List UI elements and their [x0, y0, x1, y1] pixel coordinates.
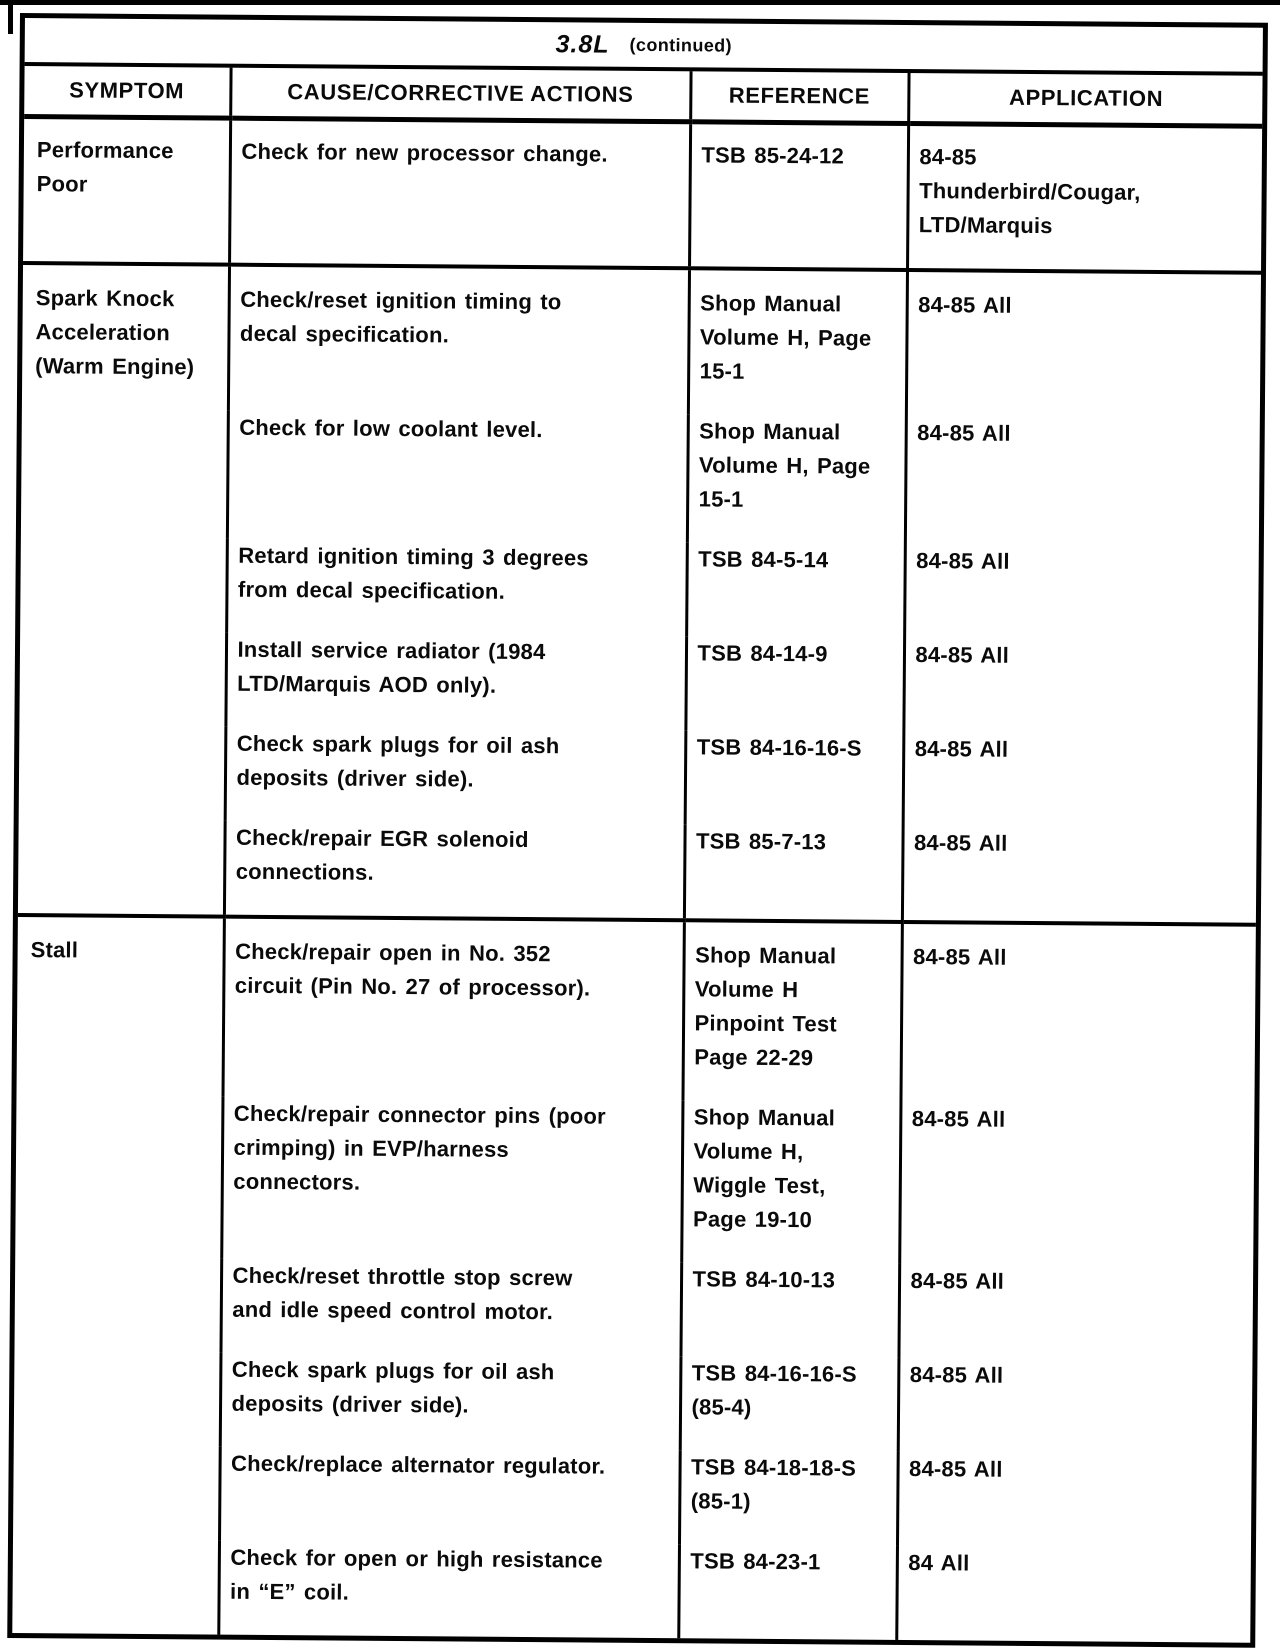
application-cell: 84-85 All: [900, 922, 1255, 1105]
reference-cell: TSB 84-16-16-S: [685, 730, 904, 826]
table-row: [23, 117, 1262, 273]
application-cell: 84 All: [908, 1550, 970, 1576]
scan-corner-artifact: [8, 0, 13, 34]
cause-cell: Check/reset ignition timing to decal specification.: [228, 265, 689, 415]
column-header-symptom: SYMPTOM: [24, 66, 230, 118]
symptom-cell: Spark Knock Acceleration (Warm Engine): [18, 263, 229, 917]
document-sheet: [7, 13, 1268, 1648]
application-cell: 84-85 All: [909, 1362, 1004, 1388]
column-header-application: APPLICATION: [908, 73, 1262, 126]
cause-cell: Check for open or high resistance in “E” coil.: [218, 1541, 679, 1639]
application-cell: 84-85 All: [911, 1106, 1006, 1132]
reference-cell: TSB 84-14-9: [685, 636, 904, 732]
reference-cell: TSB 84-23-1: [678, 1544, 897, 1640]
application-cell: 84-85 All: [913, 830, 1008, 856]
reference-cell: Shop Manual Volume H Pinpoint Test Page 22-29: [682, 920, 901, 1102]
reference-cell: TSB 85-24-12: [689, 122, 908, 270]
cause-cell: Check for new processor change.: [229, 118, 690, 268]
table-row: [22, 263, 1261, 419]
cause-cell: Retard ignition timing 3 degrees from decal specification.: [226, 539, 687, 637]
reference-cell: TSB 84-18-18-S (85-1): [679, 1450, 898, 1546]
table-row: [17, 915, 1256, 1105]
table-title-suffix: (continued): [629, 34, 733, 56]
reference-cell: Shop Manual Volume H, Wiggle Test, Page 19-10: [681, 1100, 900, 1264]
reference-cell: TSB 84-5-14: [686, 542, 905, 638]
cause-cell: Check/replace alternator regulator.: [219, 1447, 680, 1545]
cause-cell: Check spark plugs for oil ash deposits (driver side).: [225, 727, 686, 825]
cause-cell: Check/repair connector pins (poor crimping) in EVP/harness connectors.: [221, 1097, 682, 1263]
cause-cell: Check/repair open in No. 352 circuit (Pin No. 27 of processor).: [222, 917, 683, 1101]
cause-cell: Check for low coolant level.: [227, 411, 688, 543]
application-cell: 84-85 All: [906, 270, 1261, 419]
reference-cell: Shop Manual Volume H, Page 15-1: [687, 414, 906, 544]
cause-cell: Install service radiator (1984 LTD/Marquis AOD only).: [225, 633, 686, 731]
column-header-reference: REFERENCE: [690, 71, 908, 123]
table-title: 3.8L: [555, 29, 610, 59]
application-cell: 84-85 All: [917, 420, 1011, 446]
application-cell: 84-85 Thunderbird/Cougar, LTD/Marquis: [918, 144, 1141, 239]
cause-cell: Check/repair EGR solenoid connections.: [224, 821, 685, 921]
application-cell: 84-85 All: [915, 642, 1010, 668]
reference-cell: Shop Manual Volume H, Page 15-1: [688, 268, 907, 416]
application-cell: 84-85 All: [908, 1456, 1003, 1482]
reference-cell: TSB 85-7-13: [684, 824, 903, 922]
symptom-cell: Performance Poor: [23, 117, 230, 265]
scan-edge-artifact: [0, 0, 1280, 5]
reference-cell: TSB 84-10-13: [680, 1262, 899, 1358]
cause-cell: Check spark plugs for oil ash deposits (driver side).: [220, 1353, 681, 1451]
application-cell: 84-85 All: [914, 736, 1009, 762]
troubleshooting-table: [12, 66, 1262, 1643]
table-body: [12, 117, 1262, 1643]
application-cell: 84-85 All: [916, 548, 1010, 574]
reference-cell: TSB 84-16-16-S (85-4): [680, 1356, 899, 1452]
application-cell: 84-85 All: [910, 1268, 1005, 1294]
symptom-cell: Stall: [12, 915, 224, 1635]
column-header-cause: CAUSE/CORRECTIVE ACTIONS: [230, 68, 690, 122]
cause-cell: Check/reset throttle stop screw and idle speed control motor.: [220, 1259, 681, 1357]
